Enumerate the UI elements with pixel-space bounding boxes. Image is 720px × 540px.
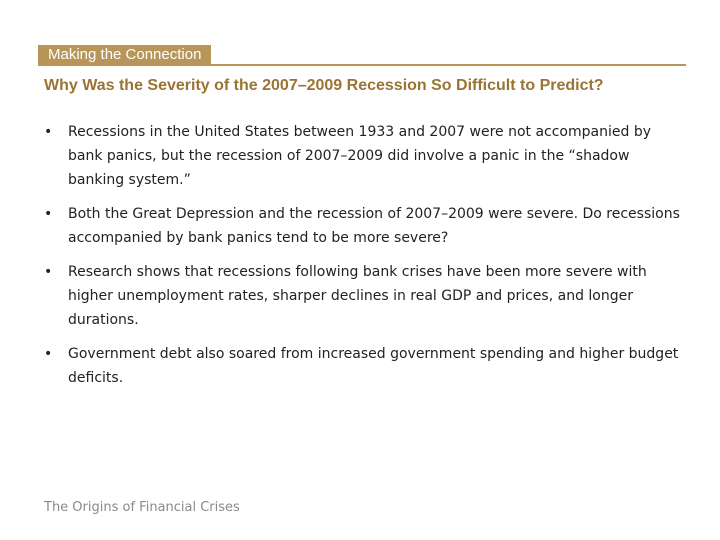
bullet-list: [44, 120, 684, 400]
bullet-marker: •: [44, 124, 53, 140]
section-tab: Making the Connection: [38, 45, 211, 65]
bullet-marker: •: [44, 264, 53, 280]
bullet-text: Government debt also soared from increased government spending and higher budget deficits.: [68, 346, 679, 386]
bullet-item: [44, 202, 684, 250]
header-rule: [38, 64, 686, 66]
bullet-item: [44, 120, 684, 192]
bullet-item: [44, 260, 684, 332]
bullet-item: [44, 342, 684, 390]
bullet-text: Research shows that recessions following bank crises have been more severe with higher unemployment rates, sharper declines in real GDP and prices, and longer durations.: [68, 264, 647, 328]
bullet-text: Both the Great Depression and the recession of 2007–2009 were severe. Do recessions accompanied by bank panics tend to be more severe?: [68, 206, 680, 246]
footer-text: The Origins of Financial Crises: [44, 500, 240, 515]
slide-title: Why Was the Severity of the 2007–2009 Recession So Difficult to Predict?: [44, 77, 604, 94]
bullet-text: Recessions in the United States between 1933 and 2007 were not accompanied by bank panics, but the recession of 2007–2009 did involve a panic in the “shadow banking system.”: [68, 124, 651, 188]
bullet-marker: •: [44, 346, 53, 362]
bullet-marker: •: [44, 206, 53, 222]
